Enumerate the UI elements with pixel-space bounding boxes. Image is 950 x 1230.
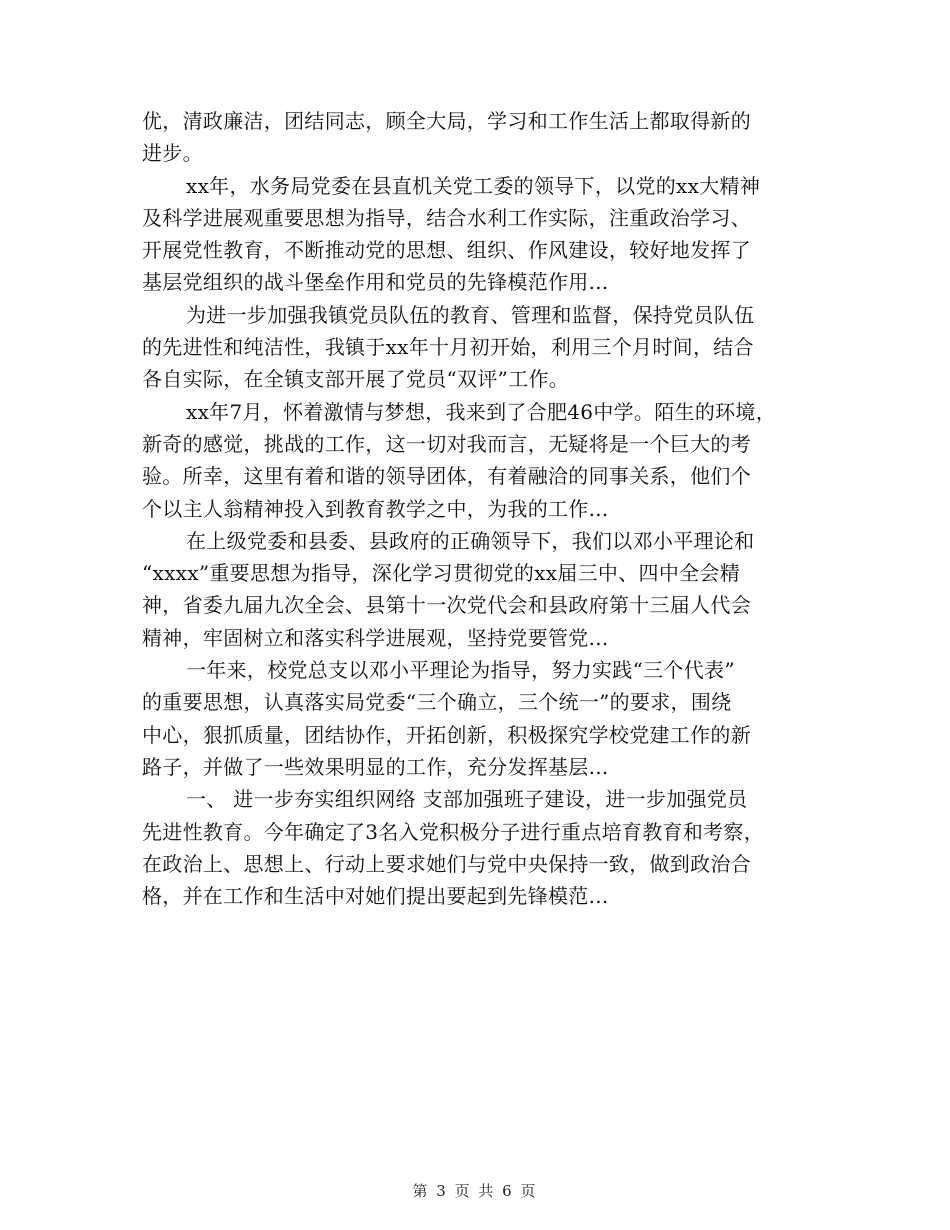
document-body: [142, 105, 822, 912]
text-line: 精神，牢固树立和落实科学进展观，坚持党要管党...: [142, 625, 609, 650]
text-line: 在上级党委和县委、县政府的正确领导下，我们以邓小平理论和: [186, 528, 755, 553]
text-line: 开展党性教育，不断推动党的思想、组织、作风建设，较好地发挥了: [142, 238, 751, 263]
text-line: 一年来，校党总支以邓小平理论为指导，努力实践“三个代表”: [186, 658, 735, 683]
text-line: 中心，狠抓质量，团结协作，开拓创新，积极探究学校党建工作的新: [142, 722, 751, 747]
text-line: 基层党组织的战斗堡垒作用和党员的先锋模范作用...: [142, 270, 609, 295]
text-line: 先进性教育。今年确定了3名入党积极分子进行重点培育教育和考察，: [142, 819, 765, 844]
text-line: “xxxx”重要思想为指导，深化学习贯彻党的xx届三中、四中全会精: [142, 561, 741, 586]
text-line: 神，省委九届九次全会、县第十一次党代会和县政府第十三届人代会: [142, 593, 751, 618]
text-line: 及科学进展观重要思想为指导，结合水利工作实际，注重政治学习、: [142, 205, 751, 230]
paragraph: [142, 654, 822, 783]
paragraph: [142, 783, 822, 912]
text-line: 格，并在工作和生活中对她们提出要起到先锋模范...: [142, 884, 609, 909]
page-number-footer: 第 3 页 共 6 页: [412, 1182, 538, 1200]
text-line: xx年7月，怀着激情与梦想，我来到了合肥46中学。陌生的环境，: [186, 399, 777, 424]
text-line: 进步。: [142, 141, 203, 166]
text-line: 为进一步加强我镇党员队伍的教育、管理和监督，保持党员队伍: [186, 302, 755, 327]
paragraph: [142, 105, 822, 170]
text-line: 优，清政廉洁，团结同志，顾全大局，学习和工作生活上都取得新的: [142, 109, 751, 133]
text-line: 的先进性和纯洁性，我镇于xx年十月初开始，利用三个月时间，结合: [142, 335, 754, 360]
text-line: xx年，水务局党委在县直机关党工委的领导下，以党的xx大精神: [186, 173, 761, 198]
text-line: 各自实际，在全镇支部开展了党员“双评”工作。: [142, 367, 570, 392]
text-line: 验。所幸，这里有着和谐的领导团体，有着融洽的同事关系，他们个: [142, 464, 751, 489]
paragraph: [142, 525, 822, 654]
text-line: 个以主人翁精神投入到教育教学之中，为我的工作...: [142, 496, 609, 521]
text-line: 路子，并做了一些效果明显的工作，充分发挥基层...: [142, 754, 609, 779]
text-line: 的重要思想，认真落实局党委“三个确立，三个统一”的要求，围绕: [142, 690, 732, 715]
text-line: 新奇的感觉，挑战的工作，这一切对我而言，无疑将是一个巨大的考: [142, 431, 751, 456]
paragraph: [142, 299, 822, 396]
text-line: 在政治上、思想上、行动上要求她们与党中央保持一致，做到政治合: [142, 851, 751, 876]
paragraph: [142, 396, 822, 525]
text-line: 一、 进一步夯实组织网络 支部加强班子建设，进一步加强党员: [186, 787, 748, 812]
paragraph: [142, 170, 822, 299]
